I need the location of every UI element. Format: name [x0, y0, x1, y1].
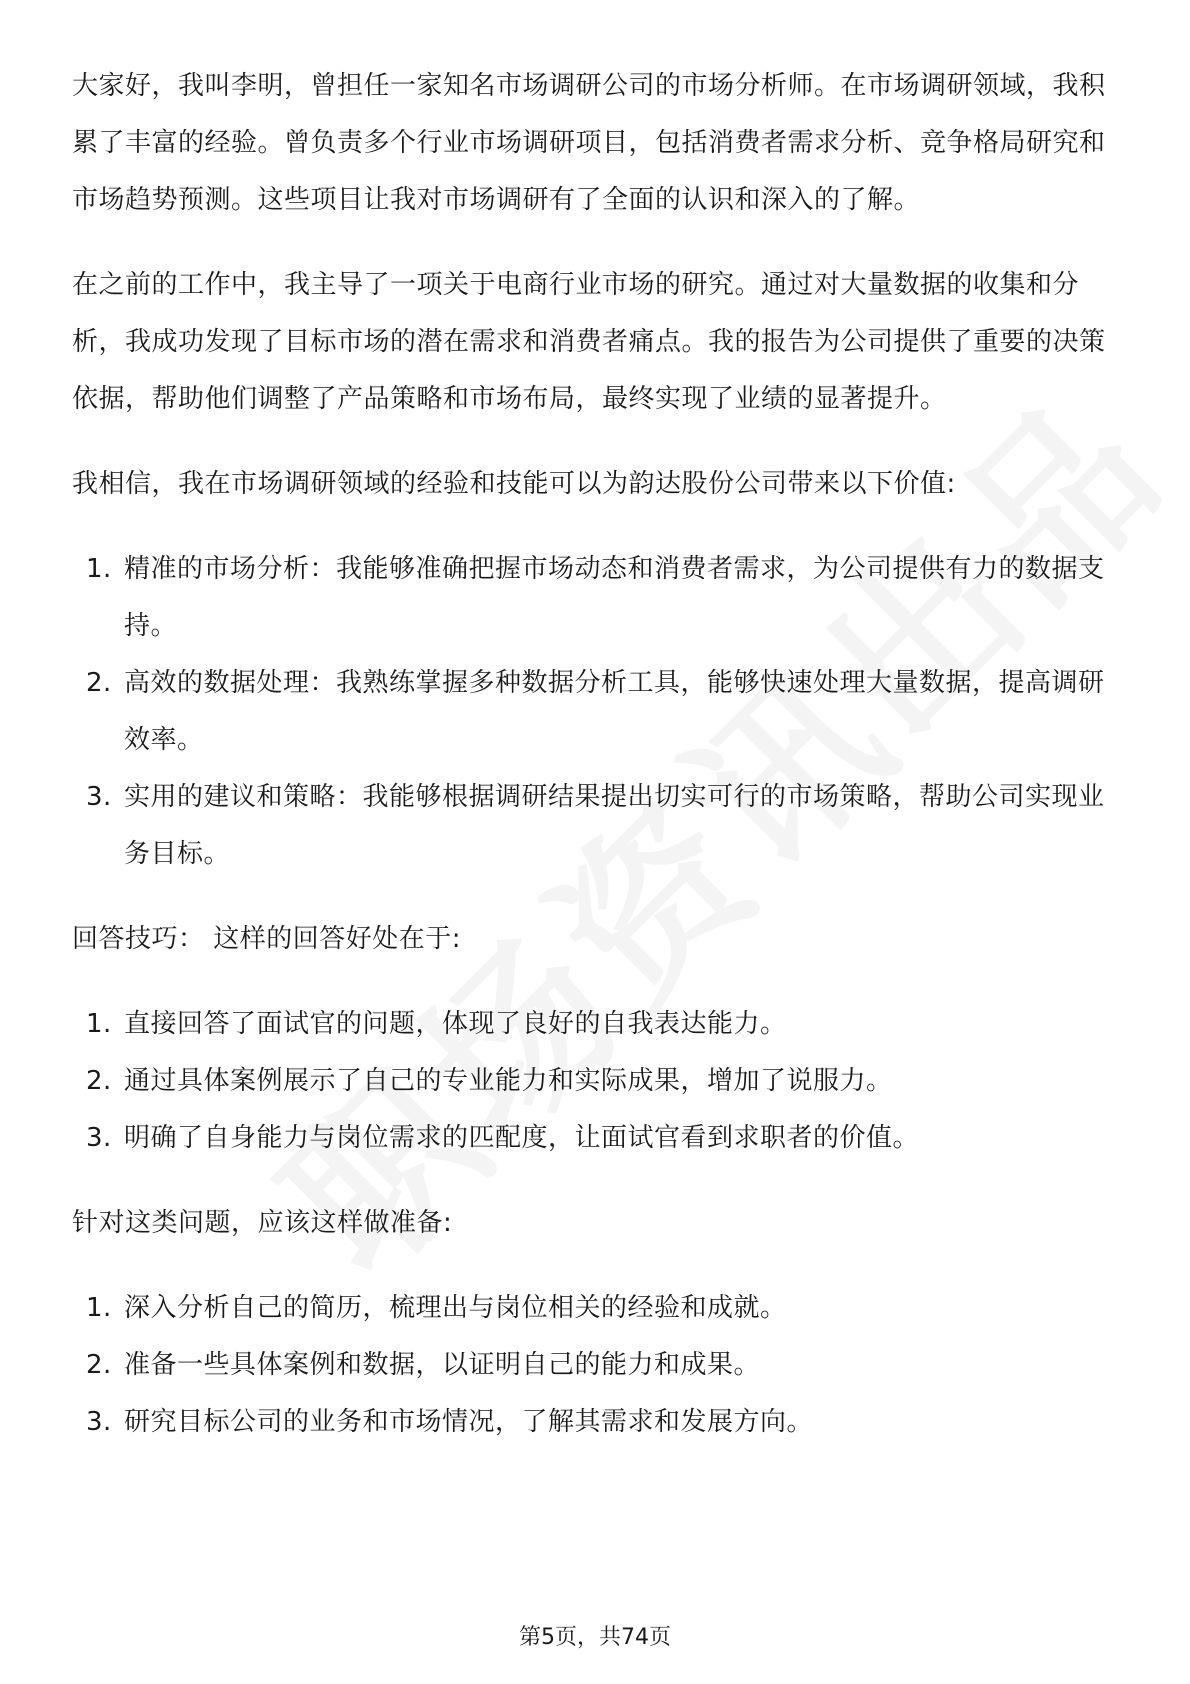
list-item — [72, 541, 1122, 655]
list-text: 高效的数据处理：我熟练掌握多种数据分析工具，能够快速处理大量数据，提高调研效率。 — [124, 668, 1105, 755]
list-number: 1. — [86, 554, 112, 584]
belief-paragraph: 我相信，我在市场调研领域的经验和技能可以为韵达股份公司带来以下价值: — [72, 469, 956, 499]
list-item — [72, 655, 1122, 769]
list-text: 实用的建议和策略：我能够根据调研结果提出切实可行的市场策略，帮助公司实现业务目标。 — [124, 782, 1105, 869]
list-number: 1. — [86, 1009, 112, 1039]
intro-paragraph: 大家好，我叫李明，曾担任一家知名市场调研公司的市场分析师。在市场调研领域，我积累了丰富的经验。曾负责多个行业市场调研项目，包括消费者需求分析、竞争格局研究和市场趋势预测。这些项目让我对市场调研有了全面的认识和深入的了解。 — [72, 71, 1106, 215]
list-item — [72, 1280, 1122, 1337]
list-text: 直接回答了面试官的问题，体现了良好的自我表达能力。 — [124, 1009, 787, 1039]
list-item — [72, 769, 1122, 883]
list-number: 2. — [86, 1066, 112, 1096]
list-text: 研究目标公司的业务和市场情况，了解其需求和发展方向。 — [124, 1407, 814, 1437]
list-number: 1. — [86, 1293, 112, 1323]
value-list — [72, 541, 1122, 883]
document-content — [72, 58, 1122, 1479]
tips-list — [72, 996, 1122, 1167]
prep-list — [72, 1280, 1122, 1451]
list-text: 深入分析自己的简历，梳理出与岗位相关的经验和成就。 — [124, 1293, 787, 1323]
list-item — [72, 1110, 1122, 1167]
list-number: 2. — [86, 668, 112, 698]
prep-heading: 针对这类问题，应该这样做准备: — [72, 1208, 453, 1238]
list-text: 精准的市场分析：我能够准确把握市场动态和消费者需求，为公司提供有力的数据支持。 — [124, 554, 1105, 641]
experience-paragraph: 在之前的工作中，我主导了一项关于电商行业市场的研究。通过对大量数据的收集和分析，我成功发现了目标市场的潜在需求和消费者痛点。我的报告为公司提供了重要的决策依据，帮助他们调整了产品策略和市场布局，最终实现了业绩的显著提升。 — [72, 270, 1106, 414]
list-item — [72, 1053, 1122, 1110]
list-text: 准备一些具体案例和数据，以证明自己的能力和成果。 — [124, 1350, 761, 1380]
list-number: 3. — [86, 1407, 112, 1437]
tips-heading: 回答技巧： 这样的回答好处在于: — [72, 924, 462, 954]
list-text: 通过具体案例展示了自己的专业能力和实际成果，增加了说服力。 — [124, 1066, 893, 1096]
list-item — [72, 1337, 1122, 1394]
list-number: 2. — [86, 1350, 112, 1380]
list-item — [72, 1394, 1122, 1451]
page-number-footer: 第5页，共74页 — [519, 1625, 671, 1650]
list-number: 3. — [86, 782, 112, 812]
list-text: 明确了自身能力与岗位需求的匹配度，让面试官看到求职者的价值。 — [124, 1123, 920, 1153]
list-number: 3. — [86, 1123, 112, 1153]
list-item — [72, 996, 1122, 1053]
